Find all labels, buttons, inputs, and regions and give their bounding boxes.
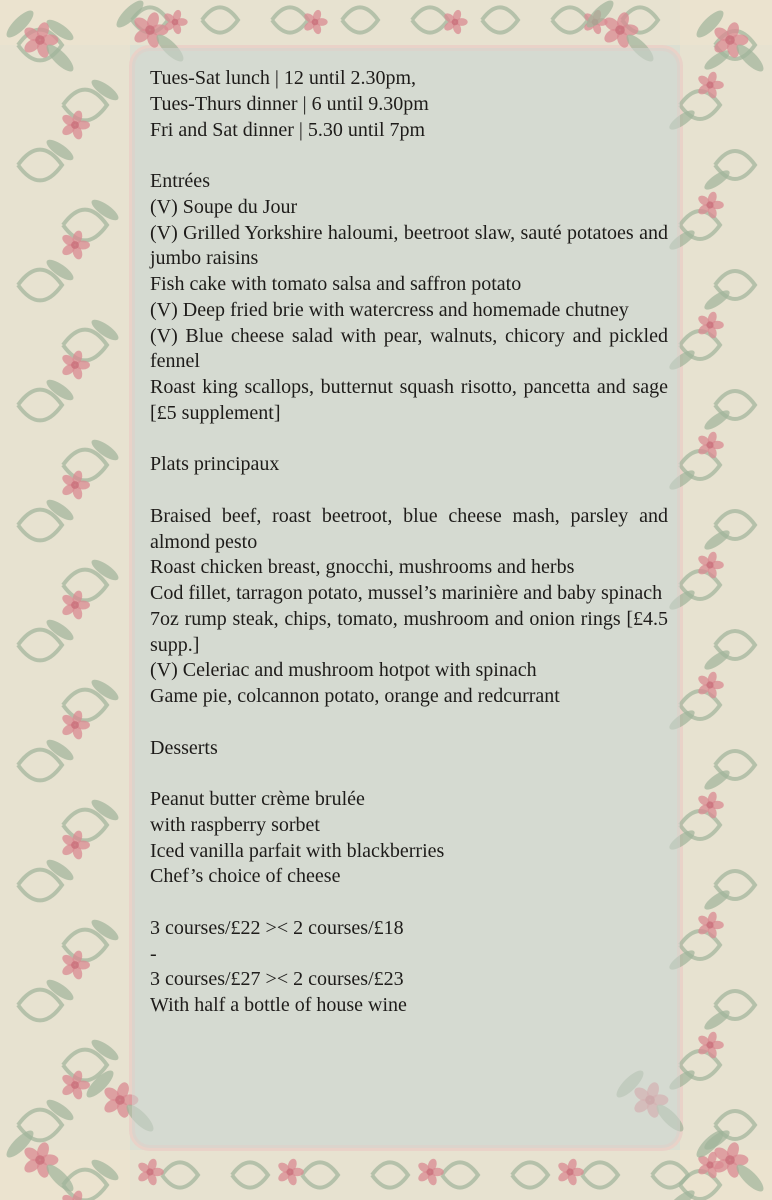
desserts-heading: Desserts [150,736,218,759]
entree-item: Fish cake with tomato salsa and saffron potato [150,273,522,295]
entree-item: Roast king scallops, butternut squash risotto, pancetta and sage [£5 supplement] [150,376,668,424]
entrees-heading: Entrées [150,170,210,192]
plat-item: (V) Celeriac and mushroom hotpot with spinach [150,659,537,682]
dessert-item: Peanut butter crème brulée [150,788,365,810]
plat-item: Roast chicken breast, gnocchi, mushrooms and herbs [150,556,575,579]
entree-item: (V) Deep fried brie with watercress and homemade chutney [150,298,629,321]
dessert-item: Iced vanilla parfait with blackberries [150,839,445,862]
price-with-wine: 3 courses/£27 >< 2 courses/£23 [150,968,404,991]
entree-item: (V) Grilled Yorkshire haloumi, beetroot slaw, sauté potatoes and jumbo raisins [150,221,668,270]
plat-item: 7oz rump steak, chips, tomato, mushroom and onion rings [£4.5 supp.] [150,607,668,656]
plat-item: Game pie, colcannon potato, orange and redcurrant [150,685,560,707]
menu-text [150,66,668,1019]
dessert-item: Chef’s choice of cheese [150,865,341,888]
entree-item: (V) Soupe du Jour [150,195,298,218]
hours-lunch: Tues-Sat lunch | 12 until 2.30pm, [150,67,417,89]
plat-item: Cod fillet, tarragon potato, mussel’s marinière and baby spinach [150,582,663,604]
hours-dinner-weekend: Fri and Sat dinner | 5.30 until 7pm [150,118,426,141]
hours-dinner-weekday: Tues-Thurs dinner | 6 until 9.30pm [150,92,429,115]
price-wine-note: With half a bottle of house wine [150,994,407,1016]
price-separator: - [150,942,157,965]
plats-heading: Plats principaux [150,453,280,476]
dessert-item: with raspberry sorbet [150,813,320,836]
entree-item: (V) Blue cheese salad with pear, walnuts, chicory and pickled fennel [150,324,668,373]
plat-item: Braised beef, roast beetroot, blue cheese mash, parsley and almond pesto [150,504,668,553]
price-set-menu: 3 courses/£22 >< 2 courses/£18 [150,916,404,939]
